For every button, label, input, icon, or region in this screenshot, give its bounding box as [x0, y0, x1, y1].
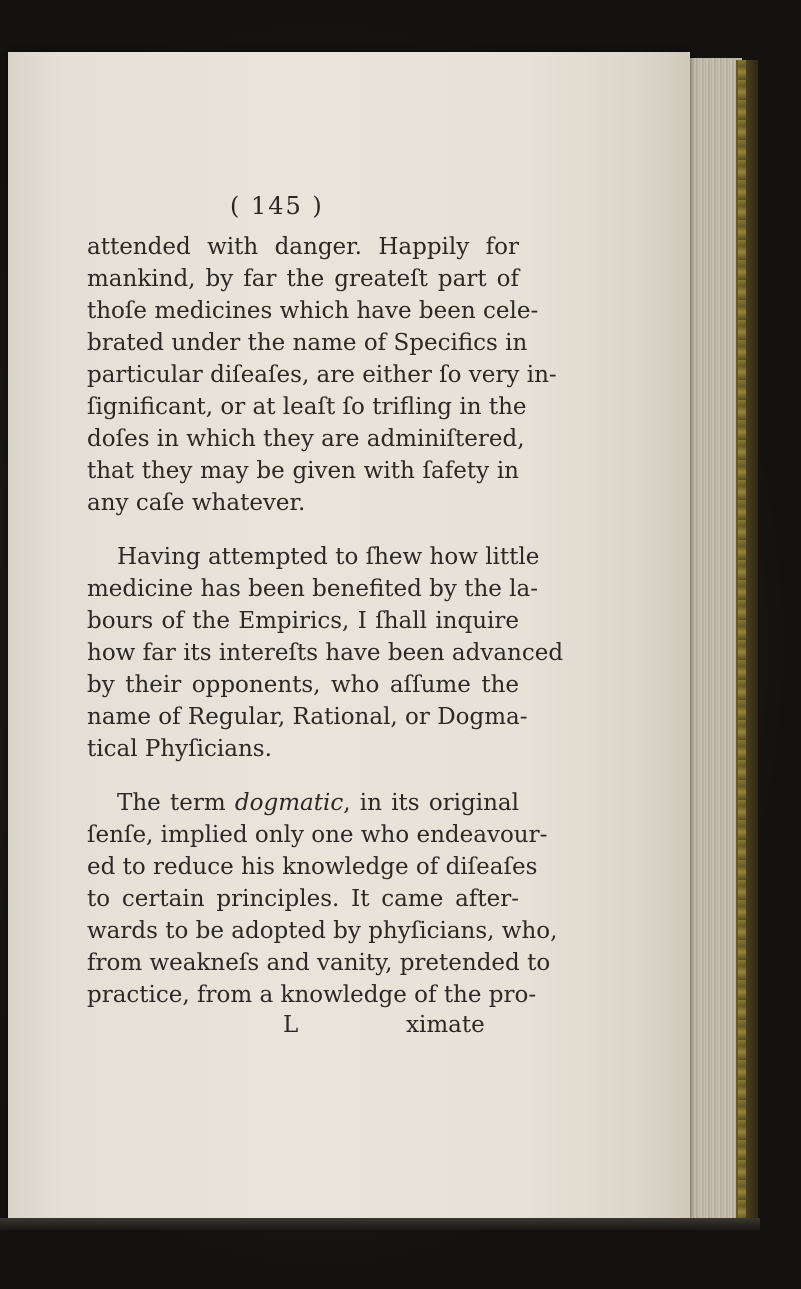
text-line: how far its intereſts have been advanced: [87, 640, 564, 666]
text-line: name of Regular, Rational, or Dogma-: [87, 704, 528, 730]
text-line: by their opponents, who aſſume the: [87, 672, 519, 698]
bottom-shadow: [0, 1218, 760, 1230]
text-line: ſignificant, or at leaſt ſo trifling in the: [87, 394, 527, 420]
text-line: particular diſeaſes, are either ſo very in-: [87, 362, 557, 388]
text-line: wards to be adopted by phyſicians, who,: [87, 918, 558, 944]
text-line: doſes in which they are adminiſtered,: [87, 426, 525, 452]
text-line: mankind, by far the greateſt part of: [87, 266, 519, 292]
text-line: practice, from a knowledge of the pro-: [87, 982, 537, 1008]
text-line: thoſe medicines which have been cele-: [87, 298, 539, 324]
text-line: that they may be given with ſafety in: [87, 458, 519, 484]
spine-texture: [738, 60, 746, 1220]
text-fragment: , in its original: [343, 790, 519, 816]
text-line: any caſe whatever.: [87, 490, 306, 516]
text-line: tical Phyſicians.: [87, 736, 272, 762]
running-head: ( 145 ): [230, 192, 324, 220]
text-line: medicine has been benefited by the la-: [87, 576, 539, 602]
catchword: ximate: [406, 1012, 485, 1038]
text-line: ſenſe, implied only one who endeavour-: [87, 822, 548, 848]
italic-term: dogmatic: [234, 790, 344, 816]
text-line: ed to reduce his knowledge of diſeaſes: [87, 854, 538, 880]
text-line-with-italic: [117, 788, 519, 818]
text-line: to certain principles. It came after-: [87, 886, 519, 912]
text-line: brated under the name of Specifics in: [87, 330, 528, 356]
text-line: Having attempted to ſhew how little: [117, 544, 540, 570]
text-line: bours of the Empirics, I ſhall inquire: [87, 608, 519, 634]
text-fragment: The term: [117, 790, 235, 816]
text-line: attended with danger. Happily for: [87, 234, 519, 260]
text-line: from weakneſs and vanity, pretended to: [87, 950, 551, 976]
signature-mark: L: [283, 1012, 299, 1038]
